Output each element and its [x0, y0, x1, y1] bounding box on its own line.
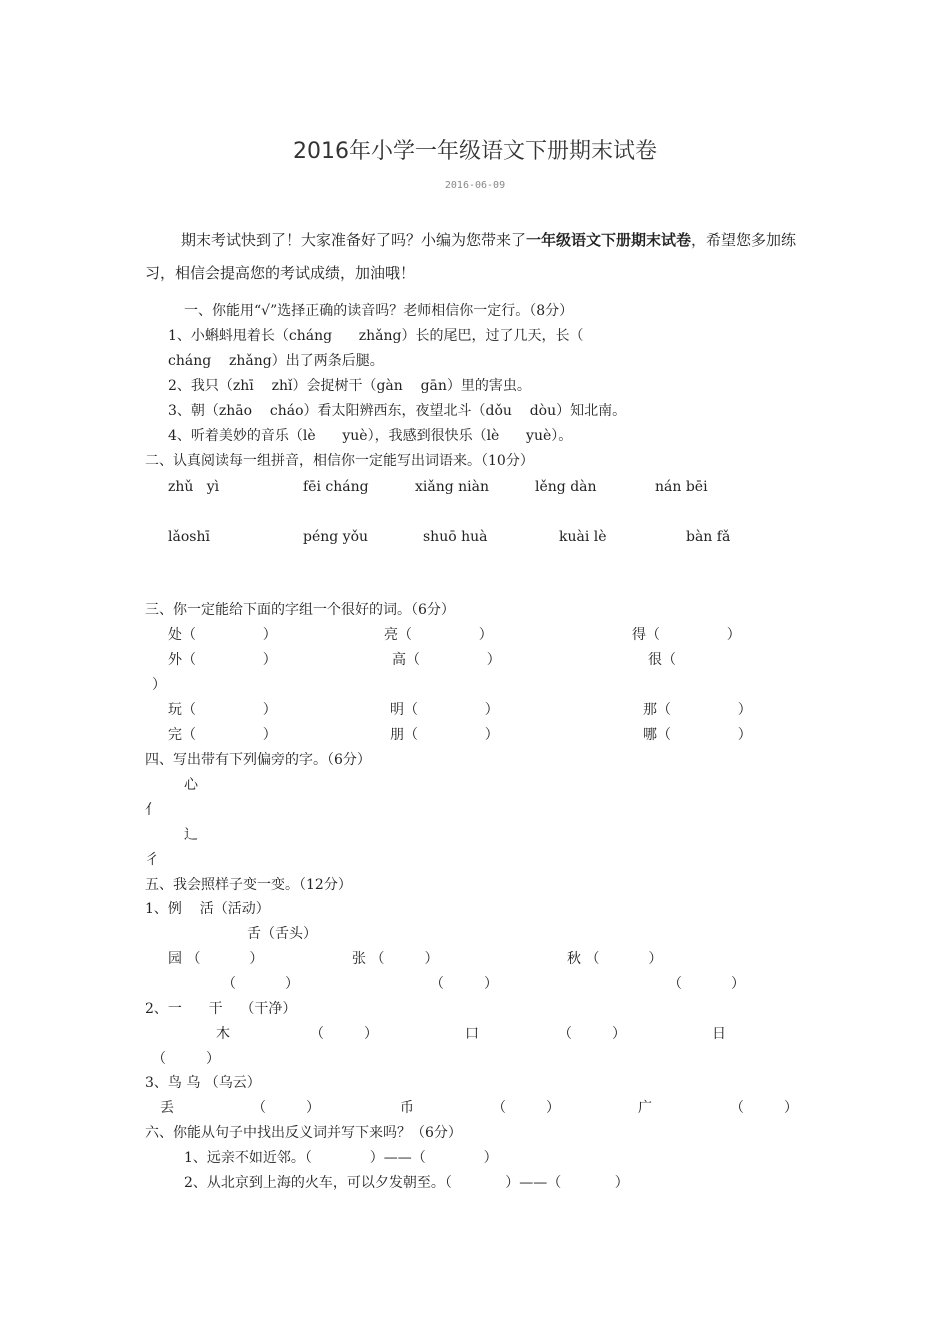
s1-question-4: 4、听着美妙的音乐（lè yuè），我感到很快乐（lè yuè）。: [168, 428, 573, 444]
pinyin-item: kuài lè: [559, 529, 607, 545]
intro-paragraph: [145, 224, 815, 290]
word-blank: 朋（ ）: [390, 727, 499, 743]
word-blank: 高（ ）: [392, 652, 501, 668]
transform-char: 木: [216, 1026, 230, 1042]
word-blank: 完（ ）: [168, 727, 277, 743]
word-blank: 明（ ）: [390, 702, 499, 718]
section-4-heading: 四、写出带有下列偏旁的字。（6分）: [145, 752, 371, 768]
pinyin-item: lěng dàn: [535, 479, 597, 495]
s6-question-2: 2、从北京到上海的火车，可以夕发朝至。（ ）——（ ）: [184, 1175, 629, 1191]
word-blank: 玩（ ）: [168, 702, 277, 718]
intro-text-end: ，希望您多加练习，相信会提高您的考试成绩，加油哦！: [145, 231, 797, 282]
word-blank: 很（: [648, 652, 676, 668]
section-3-heading: 三、你一定能给下面的字组一个很好的词。（6分）: [145, 602, 455, 618]
s1-question-1: 1、小蝌蚪甩着长（cháng zhǎng）长的尾巴，过了几天，长（: [168, 328, 584, 344]
word-blank: 外（ ）: [168, 652, 277, 668]
document-title: 2016年小学一年级语文下册期末试卷: [293, 139, 657, 164]
transform-blank: 园 （ ）: [168, 951, 264, 967]
word-blank: 处（ ）: [168, 627, 277, 643]
s6-question-1: 1、远亲不如近邻。（ ）——（ ）: [184, 1150, 498, 1166]
transform-blank: （ ）: [668, 976, 745, 992]
intro-bold-link: 一年级语文下册期末试卷: [526, 231, 692, 249]
pinyin-item: shuō huà: [423, 529, 488, 545]
pinyin-item: xiǎng niàn: [415, 479, 490, 495]
transform-blank: （ ）: [492, 1100, 561, 1116]
section-5-heading: 五、我会照样子变一变。（12分）: [145, 877, 352, 893]
s1-question-3: 3、朝（zhāo cháo）看太阳辨西东，夜望北斗（dǒu dòu）知北南。: [168, 403, 627, 419]
pinyin-item: bàn fǎ: [686, 529, 731, 545]
radical: 彳: [145, 852, 159, 868]
intro-text: 期末考试快到了！大家准备好了吗？小编为您带来了: [181, 231, 527, 249]
pinyin-item: nán bēi: [655, 479, 708, 495]
s5-example-1: 1、例 活（活动）: [145, 901, 270, 917]
radical: 心: [184, 777, 198, 793]
transform-blank: （ ）: [252, 1100, 321, 1116]
word-blank: 得（ ）: [632, 627, 741, 643]
section-2-heading: 二、认真阅读每一组拼音，相信你一定能写出词语来。（10分）: [145, 453, 534, 469]
pinyin-item: lǎoshī: [168, 529, 210, 545]
pinyin-item: zhǔ yì: [168, 479, 220, 495]
s5-example-3: 3、鸟 乌 （乌云）: [145, 1075, 261, 1091]
publish-date: 2016-06-09: [444, 180, 506, 191]
pinyin-item: fēi cháng: [303, 479, 369, 495]
s1-question-2: 2、我只（zhī zhǐ）会捉树干（gàn gān）里的害虫。: [168, 378, 531, 394]
transform-char: 丢: [160, 1100, 174, 1116]
word-blank: 亮（ ）: [384, 627, 493, 643]
section-1-heading: 一、你能用“√”选择正确的读音吗？老师相信你一定行。（8分）: [184, 303, 574, 319]
radical: 辶: [184, 827, 198, 843]
word-blank: 哪（ ）: [643, 727, 752, 743]
transform-blank: （ ）: [310, 1026, 379, 1042]
radical: 亻: [145, 802, 159, 818]
transform-blank: （ ）: [152, 1051, 221, 1067]
word-blank: 那（ ）: [643, 702, 752, 718]
transform-blank: 张 （ ）: [352, 951, 439, 967]
pinyin-item: péng yǒu: [303, 529, 369, 545]
transform-char: 日: [712, 1026, 726, 1042]
section-6-heading: 六、你能从句子中找出反义词并写下来吗？（6分）: [145, 1125, 462, 1141]
transform-blank: （ ）: [430, 976, 499, 992]
word-blank-wrap: ）: [152, 677, 166, 693]
transform-blank: （ ）: [558, 1026, 627, 1042]
s5-example-1-answer: 舌（舌头）: [247, 926, 317, 942]
transform-char: 口: [465, 1026, 479, 1042]
transform-blank: 秋 （ ）: [567, 951, 663, 967]
transform-char: 币: [400, 1100, 414, 1116]
transform-blank: （ ）: [730, 1100, 799, 1116]
transform-blank: （ ）: [222, 976, 299, 992]
s5-example-2: 2、一 干 （干净）: [145, 1001, 297, 1017]
transform-char: 广: [638, 1100, 652, 1116]
s1-question-1-cont: cháng zhǎng）出了两条后腿。: [168, 353, 384, 369]
